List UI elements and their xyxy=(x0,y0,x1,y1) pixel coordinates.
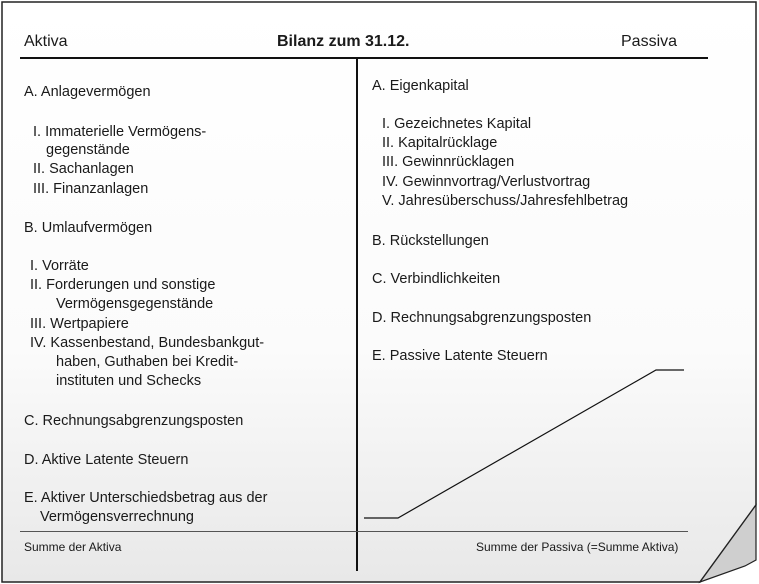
aktiva-b-item: III. Wertpapiere xyxy=(30,316,129,332)
aktiva-b-item: Vermögensgegenstände xyxy=(56,296,214,312)
aktiva-c-title: C. Rechnungsabgrenzungsposten xyxy=(24,413,244,429)
aktiva-b-item: instituten und Schecks xyxy=(56,373,202,389)
passiva-a-item: I. Gezeichnetes Kapital xyxy=(382,116,532,132)
passiva-a-item: II. Kapitalrücklage xyxy=(382,135,498,151)
passiva-label: Passiva xyxy=(621,33,678,50)
aktiva-a-item: III. Finanzanlagen xyxy=(33,181,149,197)
aktiva-e-title: E. Aktiver Unterschiedsbetrag aus der xyxy=(24,490,268,506)
aktiva-a-item: II. Sachanlagen xyxy=(33,161,134,177)
aktiva-b-item: I. Vorräte xyxy=(30,258,89,274)
passiva-a-item: III. Gewinnrücklagen xyxy=(382,154,515,170)
sum-rule xyxy=(20,531,688,532)
summe-passiva: Summe der Passiva (=Summe Aktiva) xyxy=(476,540,679,554)
aktiva-d-title: D. Aktive Latente Steuern xyxy=(24,452,189,468)
passiva-e-title: E. Passive Latente Steuern xyxy=(372,348,548,364)
passiva-d-title: D. Rechnungsabgrenzungsposten xyxy=(372,310,592,326)
aktiva-a-title: A. Anlagevermögen xyxy=(24,84,151,100)
header-rule xyxy=(20,57,708,59)
passiva-c-title: C. Verbindlichkeiten xyxy=(372,271,501,287)
passiva-a-item: IV. Gewinnvortrag/Verlustvortrag xyxy=(382,174,591,190)
aktiva-b-item: IV. Kassenbestand, Bundesbankgut- xyxy=(30,335,265,351)
aktiva-label: Aktiva xyxy=(24,33,68,50)
passiva-a-title: A. Eigenkapital xyxy=(372,78,469,94)
center-divider xyxy=(356,59,358,571)
aktiva-b-item: II. Forderungen und sonstige xyxy=(30,277,216,293)
aktiva-b-item: haben, Guthaben bei Kredit- xyxy=(56,354,239,370)
summe-aktiva: Summe der Aktiva xyxy=(24,540,122,554)
aktiva-a-item: gegenstände xyxy=(46,142,130,158)
passiva-a-item: V. Jahresüberschuss/Jahresfehlbetrag xyxy=(382,193,629,209)
aktiva-e-cont: Vermögensverrechnung xyxy=(40,509,194,525)
passiva-b-title: B. Rückstellungen xyxy=(372,233,489,249)
aktiva-a-item: I. Immaterielle Vermögens- xyxy=(33,124,207,140)
page-title: Bilanz zum 31.12. xyxy=(277,33,410,50)
aktiva-b-title: B. Umlaufvermögen xyxy=(24,220,153,236)
